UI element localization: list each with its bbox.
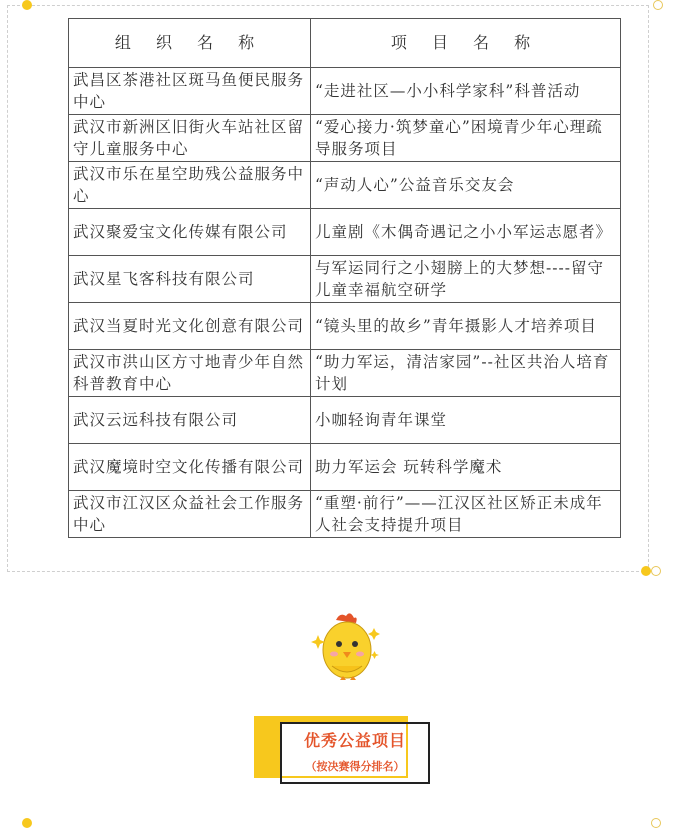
table-row [69, 209, 621, 256]
table-row [69, 491, 621, 538]
org-name-cell: 武汉当夏时光文化创意有限公司 [69, 303, 311, 350]
org-name-cell: 武汉市新洲区旧街火车站社区留守儿童服务中心 [69, 115, 311, 162]
table-row [69, 115, 621, 162]
corner-ring-icon [653, 0, 663, 10]
table-row [69, 303, 621, 350]
project-name-cell: 与军运同行之小翅膀上的大梦想----留守儿童幸福航空研学 [311, 256, 621, 303]
org-name-cell: 武汉聚爱宝文化传媒有限公司 [69, 209, 311, 256]
corner-ring-icon [651, 818, 661, 828]
badge-subtitle: （按决赛得分排名） [305, 760, 405, 773]
badge-title: 优秀公益项目 [303, 731, 406, 750]
chick-mascot-icon [310, 610, 382, 684]
table-row [69, 350, 621, 397]
org-name-cell: 武汉市乐在星空助残公益服务中心 [69, 162, 311, 209]
section-badge [254, 716, 438, 790]
org-name-cell: 武汉云远科技有限公司 [69, 397, 311, 444]
table-header-row [69, 19, 621, 68]
project-name-cell: “助力军运，清洁家园”--社区共治人培育计划 [311, 350, 621, 397]
table-row [69, 397, 621, 444]
corner-dot-icon [22, 0, 32, 10]
header-project-name: 项 目 名 称 [311, 19, 621, 68]
project-name-cell: 小咖轻询青年课堂 [311, 397, 621, 444]
header-org-name: 组 织 名 称 [69, 19, 311, 68]
org-name-cell: 武汉市江汉区众益社会工作服务中心 [69, 491, 311, 538]
org-name-cell: 武昌区茶港社区斑马鱼便民服务中心 [69, 68, 311, 115]
project-name-cell: “声动人心”公益音乐交友会 [311, 162, 621, 209]
table-row [69, 444, 621, 491]
org-name-cell: 武汉魔境时空文化传播有限公司 [69, 444, 311, 491]
corner-dot-icon [641, 566, 651, 576]
table-row [69, 162, 621, 209]
project-name-cell: “重塑·前行”——江汉区社区矫正未成年人社会支持提升项目 [311, 491, 621, 538]
table-row [69, 68, 621, 115]
org-name-cell: 武汉市洪山区方寸地青少年自然科普教育中心 [69, 350, 311, 397]
project-name-cell: 儿童剧《木偶奇遇记之小小军运志愿者》 [311, 209, 621, 256]
org-name-cell: 武汉星飞客科技有限公司 [69, 256, 311, 303]
project-table [68, 18, 621, 538]
project-name-cell: “爱心接力·筑梦童心”困境青少年心理疏导服务项目 [311, 115, 621, 162]
project-name-cell: 助力军运会 玩转科学魔术 [311, 444, 621, 491]
project-name-cell: “镜头里的故乡”青年摄影人才培养项目 [311, 303, 621, 350]
corner-dot-icon [22, 818, 32, 828]
table-row [69, 256, 621, 303]
corner-ring-icon [651, 566, 661, 576]
project-name-cell: “走进社区—小小科学家科”科普活动 [311, 68, 621, 115]
